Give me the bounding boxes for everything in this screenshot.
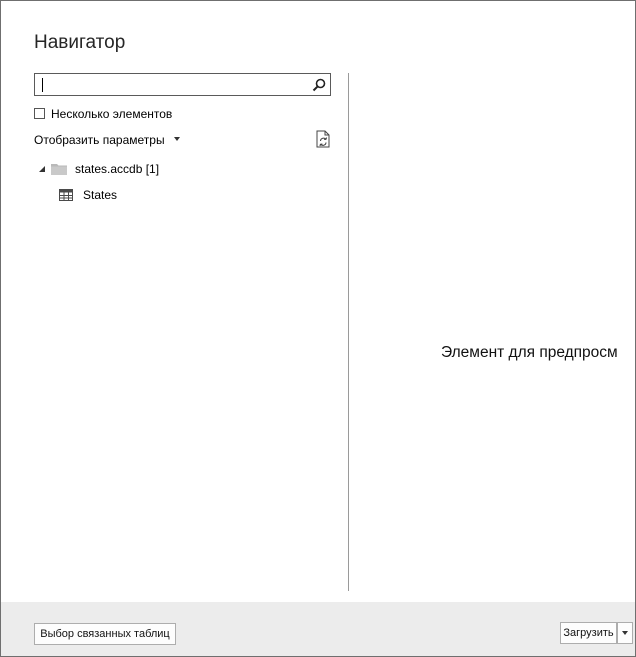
display-options-label: Отобразить параметры (34, 133, 165, 147)
table-icon (59, 189, 73, 201)
select-related-tables-button[interactable]: Выбор связанных таблиц (34, 623, 176, 645)
dialog-title: Навигатор (34, 32, 126, 53)
multi-select-checkbox[interactable] (34, 108, 45, 119)
preview-placeholder: Элемент для предпросм (441, 344, 618, 361)
tree-item-table[interactable] (59, 187, 117, 203)
chevron-down-icon (622, 631, 628, 635)
expand-arrow-icon[interactable] (39, 166, 45, 172)
load-options-button[interactable] (617, 622, 633, 644)
load-button[interactable]: Загрузить (560, 622, 617, 644)
tree-item-label: States (83, 188, 118, 202)
refresh-icon[interactable] (315, 130, 331, 148)
display-options-dropdown[interactable] (34, 133, 180, 147)
multi-select-label: Несколько элементов (51, 106, 173, 121)
chevron-down-icon (174, 137, 180, 141)
text-cursor (42, 78, 43, 92)
tree-node-label: states.accdb [1] (75, 162, 160, 176)
multi-select-option[interactable] (34, 106, 172, 121)
search-box[interactable] (34, 73, 331, 96)
search-input[interactable] (39, 76, 299, 93)
tree-node-database[interactable] (39, 161, 159, 177)
search-icon[interactable] (311, 77, 327, 93)
dialog-footer (1, 602, 635, 656)
pane-divider[interactable] (348, 73, 349, 591)
folder-icon (51, 163, 67, 175)
